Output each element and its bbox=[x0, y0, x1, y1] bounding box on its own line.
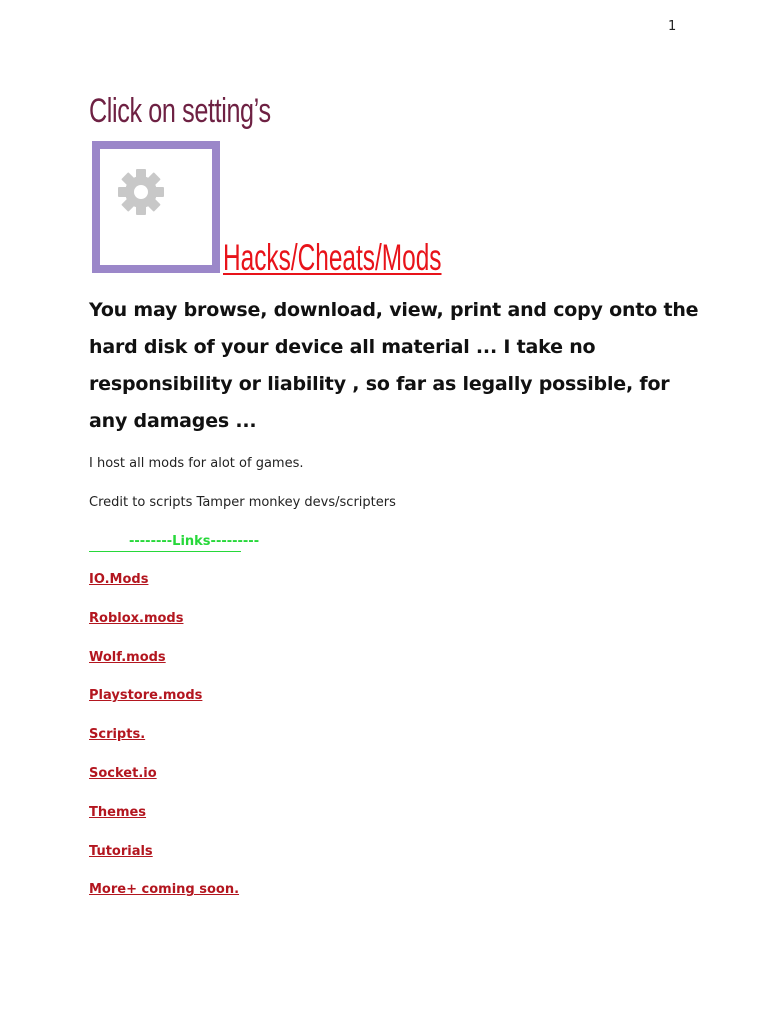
hacks-cheats-mods-link[interactable]: Hacks/Cheats/Mods bbox=[223, 237, 442, 278]
gear-icon bbox=[116, 167, 166, 217]
links-heading-label: --------Links--------- bbox=[129, 534, 260, 549]
credit-text: Credit to scripts Tamper monkey devs/scripters bbox=[89, 495, 396, 510]
links-heading bbox=[89, 534, 260, 552]
disclaimer-text: You may browse, download, view, print and copy onto the hard disk of your device all material ... I take no responsibility or liability , so far as legally possible, for any damages ... bbox=[89, 299, 699, 432]
link-socket-io[interactable]: Socket.io bbox=[89, 765, 157, 781]
page-number: 1 bbox=[668, 19, 677, 34]
link-wolf-mods[interactable]: Wolf.mods bbox=[89, 649, 166, 665]
link-io-mods[interactable]: IO.Mods bbox=[89, 572, 149, 587]
page-heading: Click on setting’s bbox=[89, 92, 271, 130]
mods-links-list bbox=[89, 572, 239, 921]
link-scripts[interactable]: Scripts. bbox=[89, 727, 146, 743]
link-tutorials[interactable]: Tutorials bbox=[89, 843, 153, 859]
link-playstore-mods[interactable]: Playstore.mods bbox=[89, 688, 203, 704]
link-more-coming-soon[interactable]: More+ coming soon. bbox=[89, 882, 240, 898]
settings-image-frame bbox=[92, 141, 220, 273]
host-text: I host all mods for alot of games. bbox=[89, 456, 304, 471]
link-themes[interactable]: Themes bbox=[89, 804, 147, 820]
link-roblox-mods[interactable]: Roblox.mods bbox=[89, 610, 184, 626]
